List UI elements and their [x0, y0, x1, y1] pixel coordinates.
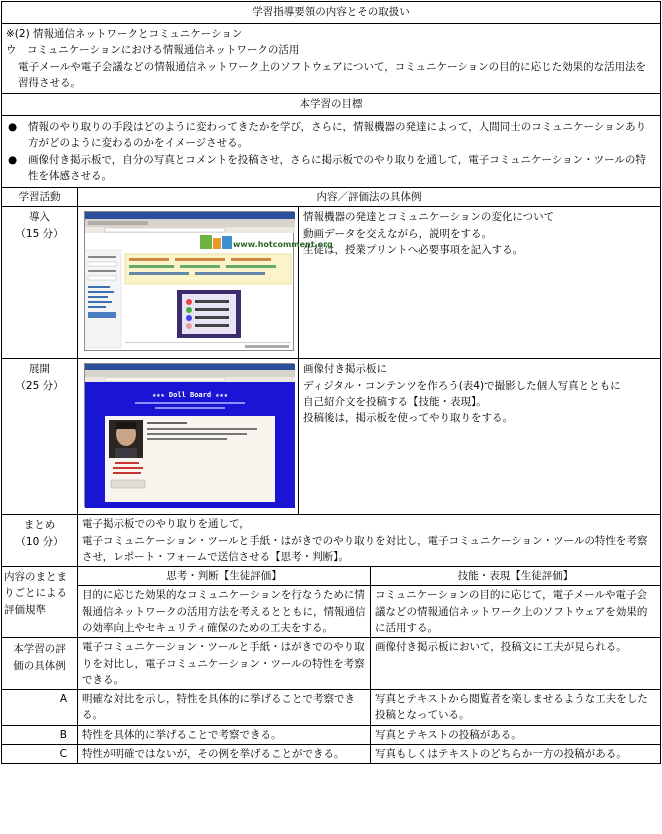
grade-label: A	[2, 690, 78, 726]
intro-line: 生徒は，授業プリントへ必要事項を記入する。	[303, 243, 524, 256]
grade-row	[2, 690, 661, 726]
thinking-example: 電子コミュニケーション・ツールと手紙・はがきでのやり取りを対比し，電子コミュニケーション・ツールの特性を考察できる。	[78, 638, 371, 690]
intro-line: 情報機器の発達とコミュニケーションの変化について	[303, 211, 555, 224]
board-title-text: ★★★ Doll Board ★★★	[152, 391, 228, 400]
bbs-screenshot-image	[85, 364, 295, 508]
development-description	[299, 359, 661, 515]
goals-content	[2, 116, 661, 188]
activity-development	[2, 359, 78, 515]
goal-text: 情報のやり取りの手段はどのように変わってきたかを学び，さらに，情報機器の発達によって，人間同士のコミュニケーションあり方がどのように変わるのかをイメージさせる。	[28, 121, 647, 150]
intro-line: 動画データを交えながら，説明をする。	[303, 227, 492, 240]
activity-time: （25 分）	[15, 379, 64, 392]
goal-text: 画像付き掲示板で，自分の写真とコメントを投稿させ，さらに掲示板でのやり取りを通して，電子コミュニケーション・ツールの特性を体感させる。	[28, 153, 646, 182]
activity-time: （10 分）	[15, 535, 64, 548]
grade-thinking: 特性が明確ではないが，その例を挙げることができる。	[78, 744, 371, 763]
intro-description	[299, 207, 661, 359]
activity-name: まとめ	[23, 519, 56, 532]
grade-skill: 写真とテキストの投稿がある。	[371, 725, 661, 744]
goals-title: 本学習の目標	[2, 94, 661, 116]
activity-name: 導入	[29, 211, 50, 224]
development-line: 画像付き掲示板に	[303, 363, 387, 376]
bbs-screenshot	[84, 363, 294, 507]
thinking-header: 思考・判断【生徒評価】	[78, 567, 371, 586]
development-line: ディジタル・コンテンツを作ろう(表4)で撮影した個人写真とともに	[303, 379, 621, 392]
curriculum-line-3: 電子メールや電子会議などの情報通信ネットワーク上のソフトウェアについて，コミュニケーションの目的に応じた効果的な活用法を習得させる。	[18, 60, 647, 89]
goal-item	[6, 119, 656, 152]
summary-line: 電子コミュニケーション・ツールと手紙・はがきでのやり取りを対比し，電子コミュニケーション・ツールの特性を考察させ，レポート・フォームで送信させる【思考・判断】。	[82, 534, 648, 563]
skill-header: 技能・表現【生徒評価】	[371, 567, 661, 586]
content-header: 内容／評価法の具体例	[78, 188, 661, 207]
intro-screenshot-cell	[78, 207, 333, 359]
grade-label: B	[2, 725, 78, 744]
activity-time: （15 分）	[15, 227, 64, 240]
curriculum-line-2: ウ コミュニケーションにおける情報通信ネットワークの活用	[6, 44, 300, 57]
activity-summary	[2, 515, 78, 567]
website-screenshot	[84, 211, 333, 351]
grade-label: C	[2, 744, 78, 763]
summary-description	[78, 515, 661, 567]
development-line: 投稿後は，掲示板を使ってやり取りをする。	[303, 412, 513, 425]
grade-thinking: 特性を具体的に挙げることで考察できる。	[78, 725, 371, 744]
activity-intro	[2, 207, 78, 359]
goal-item	[6, 152, 656, 185]
summary-line: 電子掲示板でのやり取りを通して，	[82, 518, 250, 531]
website-screenshot-image	[85, 212, 333, 352]
activity-name: 展開	[29, 363, 50, 376]
thinking-criteria: 目的に応じた効果的なコミュニケーションを行なうために情報通信ネットワークの活用方法を考えるとともに，情報通信の効率向上やセキュリティ確保のための工夫をする。	[78, 586, 371, 638]
site-logo-text: www.hotcomment.org	[233, 240, 333, 250]
skill-criteria: コミュニケーションの目的に応じて，電子メールや電子会議などの情報通信ネットワーク上のソフトウェアを効果的に活用する。	[371, 586, 661, 638]
skill-example: 画像付き掲示板において，投稿文に工夫が見られる。	[371, 638, 661, 690]
lesson-plan-table	[1, 1, 661, 764]
grade-thinking: 明確な対比を示し，特性を具体的に挙げることで考察できる。	[78, 690, 371, 726]
evaluation-criteria-label: 内容のまとまりごとによる評価規準	[2, 567, 78, 638]
grade-row	[2, 744, 661, 763]
development-screenshot-cell	[78, 359, 299, 515]
grade-skill: 写真もしくはテキストのどちらか一方の投稿がある。	[371, 744, 661, 763]
bullet-icon: ●	[8, 153, 18, 166]
examples-label: 本学習の評価の具体例	[2, 638, 78, 690]
activity-header: 学習活動	[2, 188, 78, 207]
bullet-icon: ●	[8, 121, 18, 134]
curriculum-line-1: ※(2) 情報通信ネットワークとコミュニケーション	[6, 28, 243, 40]
development-line: 自己紹介文を投稿する【技能・表現】。	[303, 395, 487, 408]
curriculum-content	[2, 24, 661, 94]
curriculum-title: 学習指導要領の内容とその取扱い	[2, 2, 661, 24]
grade-row	[2, 725, 661, 744]
grade-skill: 写真とテキストから閲覧者を楽しませるような工夫をした投稿となっている。	[371, 690, 661, 726]
